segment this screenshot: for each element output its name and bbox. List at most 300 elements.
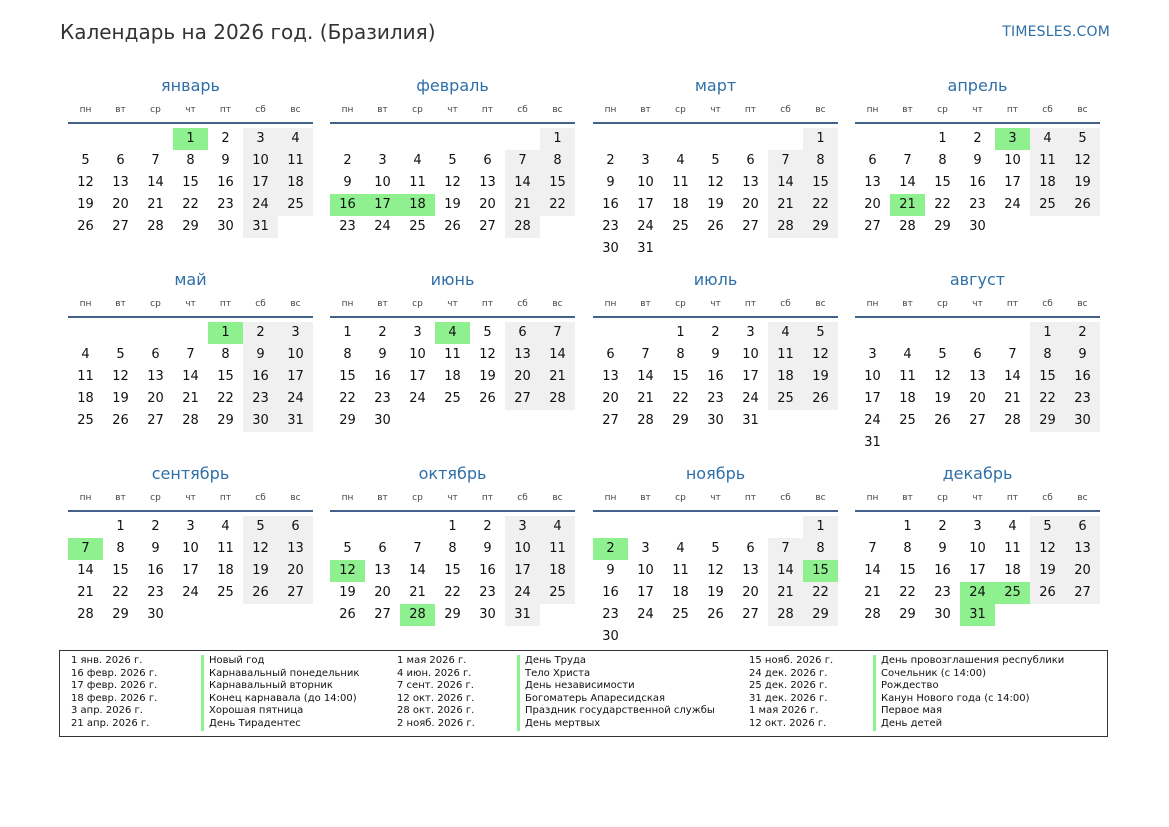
day-cell: 16 [602, 197, 619, 212]
weekday-label: вс [552, 105, 563, 115]
day-cell: 14 [77, 563, 94, 578]
day-cell: 12 [803, 344, 838, 366]
day-cell: 4 [413, 153, 422, 168]
day-cell: 3 [641, 541, 650, 556]
day-blank [995, 322, 1030, 344]
day-cell: 20 [602, 391, 619, 406]
day-cell: 24 [278, 388, 313, 410]
day-blank [68, 322, 103, 344]
day-cell: 10 [864, 369, 881, 384]
day-cell: 3 [641, 153, 650, 168]
day-cell: 16 [934, 563, 951, 578]
weekday-label: сб [780, 105, 791, 115]
day-cell: 5 [116, 347, 125, 362]
day-cell: 20 [505, 366, 540, 388]
holiday-name: Хорошая пятница [201, 705, 359, 718]
day-cell: 24 [182, 585, 199, 600]
holiday-date: 4 июн. 2026 г. [397, 667, 472, 679]
day-cell: 11 [77, 369, 94, 384]
day-cell: 22 [444, 585, 461, 600]
day-cell: 15 [217, 369, 234, 384]
day-cell: 6 [746, 541, 755, 556]
day-cell: 13 [1065, 538, 1100, 560]
day-cell: 28 [147, 219, 164, 234]
weekday-header [855, 486, 1100, 512]
day-cell: 4 [540, 516, 575, 538]
holiday-date: 16 февр. 2026 г. [71, 667, 158, 679]
day-cell: 20 [278, 560, 313, 582]
weekday-label: чт [447, 105, 458, 115]
month-name: июль [693, 270, 738, 289]
weekday-label: ср [412, 105, 423, 115]
day-cell: 27 [1065, 582, 1100, 604]
weekday-label: чт [447, 493, 458, 503]
day-cell: 24 [637, 219, 654, 234]
day-cell: 25 [899, 413, 916, 428]
weekday-header [593, 292, 838, 318]
day-cell: 21 [182, 391, 199, 406]
days-grid [68, 322, 313, 432]
day-cell: 19 [77, 197, 94, 212]
month-1 [330, 74, 575, 238]
holiday-day-cell: 7 [68, 538, 103, 560]
day-cell: 12 [934, 369, 951, 384]
day-cell: 21 [768, 582, 803, 604]
day-cell: 12 [77, 175, 94, 190]
day-cell: 7 [151, 153, 160, 168]
holiday-name: День мертвых [517, 718, 715, 731]
holiday-name: Тело Христа [517, 668, 715, 681]
holiday-name-column [517, 655, 715, 731]
day-cell: 25 [672, 607, 689, 622]
weekday-header [330, 98, 575, 124]
day-cell: 26 [112, 413, 129, 428]
holiday-day-cell: 12 [330, 560, 365, 582]
day-cell: 25 [409, 219, 426, 234]
day-cell: 5 [448, 153, 457, 168]
day-cell: 25 [217, 585, 234, 600]
days-grid [330, 322, 575, 432]
day-blank [400, 516, 435, 538]
day-cell: 16 [602, 585, 619, 600]
day-cell: 27 [505, 388, 540, 410]
day-cell: 10 [969, 541, 986, 556]
day-cell: 8 [116, 541, 125, 556]
weekday-label: вс [815, 105, 826, 115]
weekday-header [593, 98, 838, 124]
day-cell: 23 [339, 219, 356, 234]
day-cell: 2 [221, 131, 230, 146]
day-cell: 31 [742, 413, 759, 428]
month-name: февраль [416, 76, 489, 95]
day-cell: 19 [444, 197, 461, 212]
day-blank [855, 128, 890, 150]
day-cell: 13 [742, 563, 759, 578]
day-cell: 11 [768, 344, 803, 366]
day-cell: 12 [112, 369, 129, 384]
day-cell: 13 [969, 369, 986, 384]
month-name: октябрь [418, 464, 487, 483]
holiday-date: 12 окт. 2026 г. [749, 717, 827, 729]
day-cell: 9 [483, 541, 492, 556]
holiday-day-cell: 31 [960, 604, 995, 626]
day-cell: 24 [637, 607, 654, 622]
day-cell: 10 [182, 541, 199, 556]
weekday-label: чт [710, 299, 721, 309]
weekday-label: вс [552, 493, 563, 503]
day-cell: 10 [505, 538, 540, 560]
day-cell: 30 [707, 413, 724, 428]
day-cell: 14 [409, 563, 426, 578]
day-cell: 30 [374, 413, 391, 428]
day-cell: 7 [413, 541, 422, 556]
day-cell: 12 [1065, 150, 1100, 172]
holiday-date-column [749, 655, 833, 731]
day-cell: 13 [278, 538, 313, 560]
holiday-date: 25 дек. 2026 г. [749, 680, 828, 692]
page-title: Календарь на 2026 год. (Бразилия) [60, 20, 436, 44]
day-cell: 27 [112, 219, 129, 234]
day-blank [103, 128, 138, 150]
day-cell: 14 [899, 175, 916, 190]
day-cell: 30 [602, 629, 619, 644]
weekday-label: вс [290, 105, 301, 115]
day-cell: 3 [973, 519, 982, 534]
day-cell: 2 [151, 519, 160, 534]
day-cell: 22 [803, 582, 838, 604]
day-cell: 8 [903, 541, 912, 556]
weekday-label: ср [412, 299, 423, 309]
weekday-label: пт [744, 299, 757, 309]
month-4 [68, 268, 313, 432]
day-cell: 31 [278, 410, 313, 432]
day-cell: 20 [742, 197, 759, 212]
site-link[interactable]: TIMESLES.COM [1002, 24, 1110, 40]
day-cell: 14 [505, 172, 540, 194]
day-cell: 29 [217, 413, 234, 428]
holiday-date: 1 янв. 2026 г. [71, 655, 143, 666]
day-cell: 7 [505, 150, 540, 172]
day-cell: 19 [803, 366, 838, 388]
day-cell: 13 [742, 175, 759, 190]
day-cell: 28 [540, 388, 575, 410]
day-cell: 3 [505, 516, 540, 538]
weekday-label: пн [866, 493, 879, 503]
day-cell: 22 [1030, 388, 1065, 410]
holiday-name: Сочельник (с 14:00) [873, 668, 1064, 681]
day-cell: 6 [973, 347, 982, 362]
weekday-label: чт [972, 105, 983, 115]
weekday-label: сб [1042, 105, 1053, 115]
day-cell: 22 [112, 585, 129, 600]
day-cell: 13 [864, 175, 881, 190]
day-cell: 27 [479, 219, 496, 234]
day-cell: 12 [707, 175, 724, 190]
day-cell: 29 [112, 607, 129, 622]
day-cell: 6 [1065, 516, 1100, 538]
day-cell: 28 [77, 607, 94, 622]
month-7 [855, 268, 1100, 454]
day-cell: 21 [409, 585, 426, 600]
day-cell: 27 [374, 607, 391, 622]
holiday-name: День детей [873, 718, 1064, 731]
month-name: май [174, 270, 207, 289]
day-cell: 9 [938, 541, 947, 556]
day-cell: 15 [444, 563, 461, 578]
day-cell: 24 [742, 391, 759, 406]
weekday-header [330, 486, 575, 512]
holiday-name: День провозглашения республики [873, 655, 1064, 668]
day-cell: 3 [278, 322, 313, 344]
day-cell: 15 [112, 563, 129, 578]
day-cell: 30 [1065, 410, 1100, 432]
day-cell: 3 [243, 128, 278, 150]
day-cell: 2 [711, 325, 720, 340]
day-cell: 7 [768, 150, 803, 172]
days-grid [593, 516, 838, 648]
day-cell: 27 [742, 607, 759, 622]
day-cell: 1 [343, 325, 352, 340]
weekday-label: ср [937, 493, 948, 503]
day-cell: 6 [278, 516, 313, 538]
day-cell: 1 [938, 131, 947, 146]
day-cell: 14 [1004, 369, 1021, 384]
holiday-date: 1 мая 2026 г. [397, 655, 467, 666]
day-cell: 29 [182, 219, 199, 234]
day-cell: 31 [505, 604, 540, 626]
day-cell: 27 [864, 219, 881, 234]
holiday-day-cell: 3 [995, 128, 1030, 150]
weekday-label: пт [219, 493, 232, 503]
day-cell: 4 [1030, 128, 1065, 150]
day-cell: 8 [803, 150, 838, 172]
day-cell: 2 [483, 519, 492, 534]
day-cell: 7 [903, 153, 912, 168]
weekday-label: чт [447, 299, 458, 309]
day-cell: 9 [606, 563, 615, 578]
holiday-date: 21 апр. 2026 г. [71, 717, 150, 729]
day-cell: 22 [339, 391, 356, 406]
day-cell: 8 [343, 347, 352, 362]
day-cell: 25 [278, 194, 313, 216]
day-cell: 31 [864, 435, 881, 450]
weekday-label: пн [866, 299, 879, 309]
day-cell: 14 [182, 369, 199, 384]
holiday-name: День Тирадентес [201, 718, 359, 731]
day-cell: 20 [112, 197, 129, 212]
day-cell: 16 [707, 369, 724, 384]
day-cell: 3 [746, 325, 755, 340]
day-cell: 9 [343, 175, 352, 190]
holiday-date: 17 февр. 2026 г. [71, 680, 158, 692]
holiday-date: 12 окт. 2026 г. [397, 692, 475, 704]
holiday-date: 7 сент. 2026 г. [397, 680, 474, 692]
holiday-date: 1 мая 2026 г. [749, 705, 819, 717]
holiday-date: 3 апр. 2026 г. [71, 705, 143, 717]
day-cell: 25 [1030, 194, 1065, 216]
day-cell: 5 [343, 541, 352, 556]
weekday-label: вт [902, 105, 913, 115]
day-cell: 10 [374, 175, 391, 190]
day-blank [593, 128, 628, 150]
day-cell: 25 [672, 219, 689, 234]
day-cell: 27 [602, 413, 619, 428]
day-cell: 18 [899, 391, 916, 406]
weekday-label: чт [185, 105, 196, 115]
day-cell: 19 [112, 391, 129, 406]
day-blank [330, 128, 365, 150]
month-5 [330, 268, 575, 432]
day-cell: 16 [969, 175, 986, 190]
day-cell: 19 [934, 391, 951, 406]
day-cell: 6 [606, 347, 615, 362]
day-cell: 28 [899, 219, 916, 234]
holiday-name-column [201, 655, 359, 731]
day-cell: 18 [1004, 563, 1021, 578]
weekday-label: пн [341, 493, 354, 503]
day-cell: 6 [868, 153, 877, 168]
day-blank [138, 322, 173, 344]
weekday-label: ср [150, 493, 161, 503]
weekday-label: ср [937, 105, 948, 115]
weekday-label: вт [902, 493, 913, 503]
day-cell: 29 [672, 413, 689, 428]
month-6 [593, 268, 838, 432]
day-cell: 29 [444, 607, 461, 622]
day-cell: 4 [903, 347, 912, 362]
day-cell: 3 [413, 325, 422, 340]
day-cell: 8 [938, 153, 947, 168]
day-cell: 2 [378, 325, 387, 340]
day-cell: 26 [707, 219, 724, 234]
day-cell: 5 [938, 347, 947, 362]
day-cell: 25 [768, 388, 803, 410]
weekday-label: вт [902, 299, 913, 309]
day-cell: 10 [742, 347, 759, 362]
month-name: сентябрь [151, 464, 230, 483]
weekday-label: пт [1006, 493, 1019, 503]
day-cell: 9 [711, 347, 720, 362]
day-cell: 23 [934, 585, 951, 600]
day-blank [698, 128, 733, 150]
day-blank [330, 516, 365, 538]
day-cell: 24 [864, 413, 881, 428]
day-cell: 28 [768, 604, 803, 626]
day-cell: 2 [606, 153, 615, 168]
day-cell: 24 [243, 194, 278, 216]
day-cell: 8 [676, 347, 685, 362]
day-cell: 23 [479, 585, 496, 600]
day-cell: 14 [864, 563, 881, 578]
day-cell: 30 [602, 241, 619, 256]
holiday-day-cell: 1 [208, 322, 243, 344]
month-10 [593, 462, 838, 648]
weekday-header [593, 486, 838, 512]
day-cell: 9 [243, 344, 278, 366]
day-cell: 5 [243, 516, 278, 538]
weekday-label: пт [481, 299, 494, 309]
calendar-grid [68, 74, 1101, 644]
weekday-label: пт [481, 493, 494, 503]
weekday-label: вс [815, 493, 826, 503]
weekday-label: сб [255, 299, 266, 309]
day-cell: 8 [803, 538, 838, 560]
weekday-label: вт [640, 299, 651, 309]
weekday-label: пт [219, 105, 232, 115]
day-cell: 15 [803, 172, 838, 194]
day-cell: 26 [479, 391, 496, 406]
day-cell: 23 [602, 219, 619, 234]
day-cell: 4 [676, 541, 685, 556]
day-cell: 23 [243, 388, 278, 410]
weekday-header [68, 292, 313, 318]
day-blank [925, 322, 960, 344]
day-cell: 11 [217, 541, 234, 556]
day-blank [855, 322, 890, 344]
day-cell: 17 [1004, 175, 1021, 190]
weekday-label: вт [377, 493, 388, 503]
day-blank [365, 128, 400, 150]
day-blank [890, 322, 925, 344]
day-cell: 17 [243, 172, 278, 194]
day-cell: 28 [182, 413, 199, 428]
holiday-name: День Труда [517, 655, 715, 668]
day-blank [663, 128, 698, 150]
weekday-label: вс [290, 493, 301, 503]
month-2 [593, 74, 838, 260]
day-cell: 28 [864, 607, 881, 622]
day-cell: 11 [672, 175, 689, 190]
day-blank [138, 128, 173, 150]
day-cell: 4 [676, 153, 685, 168]
day-cell: 7 [540, 322, 575, 344]
day-cell: 17 [409, 369, 426, 384]
day-cell: 14 [147, 175, 164, 190]
day-cell: 6 [151, 347, 160, 362]
day-cell: 13 [147, 369, 164, 384]
weekday-label: чт [710, 105, 721, 115]
day-cell: 29 [803, 604, 838, 626]
day-cell: 11 [1030, 150, 1065, 172]
day-cell: 20 [374, 585, 391, 600]
days-grid [68, 516, 313, 626]
day-cell: 7 [1008, 347, 1017, 362]
day-cell: 31 [637, 241, 654, 256]
day-cell: 11 [409, 175, 426, 190]
day-cell: 21 [505, 194, 540, 216]
day-cell: 17 [505, 560, 540, 582]
holiday-day-cell: 2 [593, 538, 628, 560]
day-cell: 19 [339, 585, 356, 600]
day-cell: 22 [182, 197, 199, 212]
day-cell: 18 [768, 366, 803, 388]
day-cell: 15 [540, 172, 575, 194]
day-cell: 13 [374, 563, 391, 578]
day-cell: 25 [540, 582, 575, 604]
day-cell: 19 [479, 369, 496, 384]
day-cell: 9 [1065, 344, 1100, 366]
day-cell: 4 [81, 347, 90, 362]
day-blank [68, 128, 103, 150]
weekday-header [855, 292, 1100, 318]
day-blank [103, 322, 138, 344]
day-cell: 7 [641, 347, 650, 362]
day-cell: 15 [339, 369, 356, 384]
days-grid [68, 128, 313, 238]
day-cell: 25 [77, 413, 94, 428]
day-cell: 18 [672, 197, 689, 212]
month-8 [68, 462, 313, 626]
